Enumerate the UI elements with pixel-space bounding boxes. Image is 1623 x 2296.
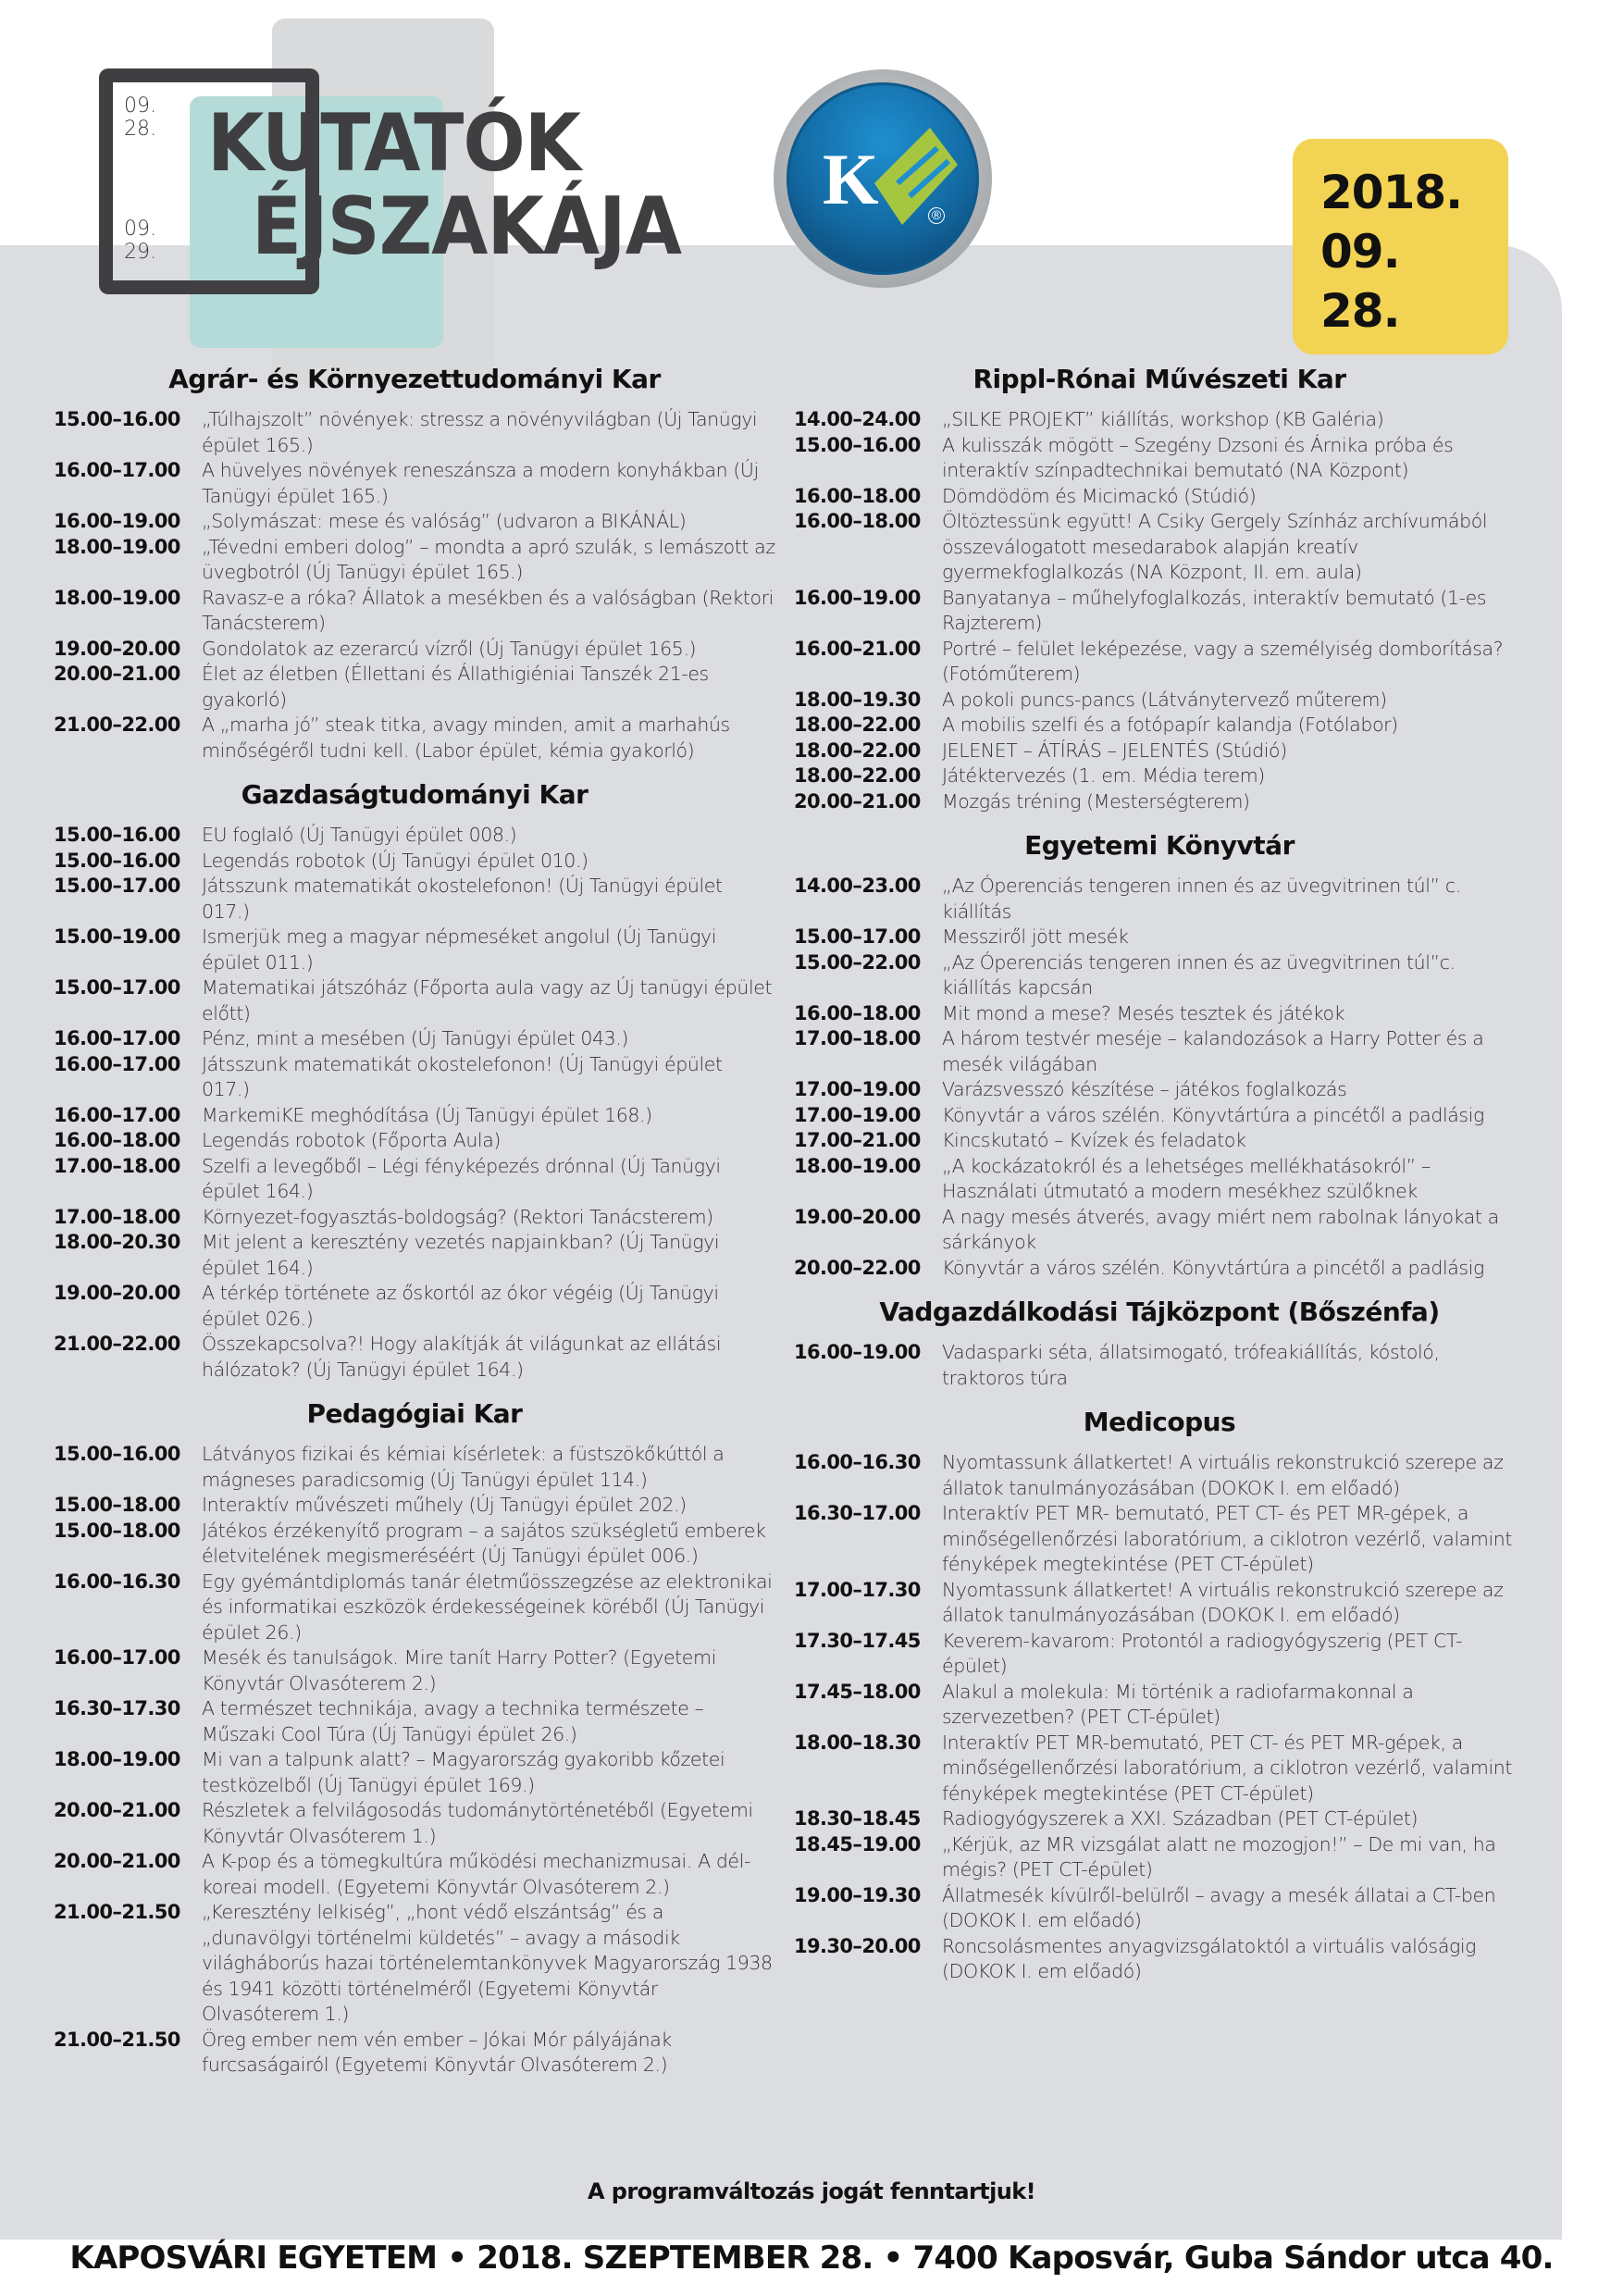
entry-time: 17.00–18.00 <box>54 1154 180 1177</box>
program-entry <box>54 1798 775 1849</box>
entry-description: A mobilis szelfi és a fotópapír kalandja (Fotólabor) <box>942 714 1398 736</box>
entry-time: 17.45–18.00 <box>794 1680 921 1703</box>
entry-time: 21.00–22.00 <box>54 714 180 736</box>
program-section <box>54 361 775 763</box>
program-entry <box>54 1230 775 1281</box>
logo-letter: K <box>823 139 879 219</box>
entry-time: 21.00–21.50 <box>54 1901 180 1923</box>
program-entry <box>794 1680 1525 1731</box>
program-entry <box>54 1645 775 1696</box>
entry-description: Könyvtár a város szélén. Könyvtártúra a pincétől a padlásig <box>942 1256 1484 1279</box>
entry-time: 16.00–17.00 <box>54 1103 180 1126</box>
program-section <box>794 1404 1525 1985</box>
program-entry <box>794 637 1525 688</box>
program-entry <box>54 1154 775 1205</box>
entry-description: Portré – felület leképezése, vagy a személyiség domborítása? (Fotóműterem) <box>942 637 1504 685</box>
entry-description: „Keresztény lelkiség”, „hont védő elszántság” és a „dunavölgyi történelmi küldetés” – avagy a második világháborús hazai történelemtankönyvek Magyarország 1938 és 1941 közötti történelméről (Egyetemi Könyvtár Olvasóterem 1.) <box>202 1901 773 2025</box>
entry-time: 15.00–22.00 <box>794 950 921 974</box>
program-entry <box>54 1103 775 1129</box>
program-entry <box>794 688 1525 714</box>
entry-time: 18.00–22.00 <box>794 738 921 762</box>
entry-time: 16.00–17.00 <box>54 1027 180 1049</box>
entry-time: 19.00–20.00 <box>54 1282 180 1304</box>
entry-description: A nagy mesés átverés, avagy miért nem rabolnak lányokat a sárkányok <box>942 1205 1499 1253</box>
program-section <box>794 361 1525 814</box>
entry-time: 16.00–18.00 <box>794 484 921 507</box>
registered-mark: ® <box>928 207 945 224</box>
small-date-month-1: 09. <box>124 94 156 118</box>
entry-description: Mit mond a mese? Mesés tesztek és játékok <box>942 1001 1345 1024</box>
entry-description: „A kockázatokról és a lehetséges mellékhatásokról” – Használati útmutató a modern mesékhez szülőknek <box>942 1154 1431 1202</box>
program-entry <box>54 1747 775 1798</box>
section-title: Vadgazdálkodási Tájközpont (Bőszénfa) <box>879 1297 1440 1327</box>
entry-description: Szelfi a levegőből – Légi fényképezés drónnal (Új Tanügyi épület 164.) <box>202 1154 721 1202</box>
entry-time: 16.30–17.00 <box>794 1502 921 1524</box>
entry-description: Látványos fizikai és kémiai kísérletek: a füstszökőkúttól a mágneses paradicsomig (Új Tanügyi épület 114.) <box>202 1443 725 1491</box>
entry-description: Könyvtár a város szélén. Könyvtártúra a pincétől a padlásig <box>942 1103 1484 1126</box>
entry-description: Játéktervezés (1. em. Média terem) <box>942 764 1265 787</box>
program-entry <box>54 1205 775 1231</box>
program-entry <box>794 1205 1525 1256</box>
entry-time: 16.00–17.00 <box>54 459 180 481</box>
program-column-right <box>794 361 1525 1998</box>
disclaimer-text: A programváltozás jogát fenntartjuk! <box>588 2178 1035 2204</box>
entry-description: Roncsolásmentes anyagvizsgálatoktól a virtuális valóságig (DOKOK I. em előadó) <box>942 1934 1477 1982</box>
program-entry <box>794 1026 1525 1077</box>
small-date-day-1: 28. <box>124 118 156 141</box>
section-title: Agrár- és Környezettudományi Kar <box>168 364 661 394</box>
entry-description: Ravasz-e a róka? Állatok a mesékben és a valóságban (Rektori Tanácsterem) <box>202 586 774 634</box>
program-entry <box>54 1493 775 1519</box>
program-entry <box>794 407 1525 433</box>
program-entry <box>794 789 1525 815</box>
entry-description: Mit jelent a keresztény vezetés napjainkban? (Új Tanügyi épület 164.) <box>202 1231 720 1279</box>
entry-time: 20.00–21.00 <box>794 789 921 813</box>
entry-description: JELENET – ÁTÍRÁS – JELENTÉS (Stúdió) <box>942 738 1287 762</box>
program-column-left <box>54 361 775 2091</box>
entry-time: 18.00–19.00 <box>54 1748 180 1770</box>
entry-time: 19.00–19.30 <box>794 1883 921 1906</box>
entry-description: MarkemiKE meghódítása (Új Tanügyi épület 168.) <box>202 1103 652 1126</box>
program-entry <box>794 509 1525 586</box>
entry-description: Állatmesék kívülről-belülről – avagy a mesék állatai a CT-ben (DOKOK I. em előadó) <box>942 1883 1496 1931</box>
program-entry <box>54 874 775 925</box>
entry-time: 18.30–18.45 <box>794 1807 921 1830</box>
entry-time: 17.00–19.00 <box>794 1078 921 1100</box>
program-entry <box>54 1442 775 1493</box>
program-entry <box>794 1731 1525 1807</box>
entry-description: Mi van a talpunk alatt? – Magyarország gyakoribb kőzetei testközelből (Új Tanügyi épület 169.) <box>202 1748 725 1796</box>
entry-description: Messziről jött mesék <box>942 925 1129 948</box>
program-section <box>54 776 775 1383</box>
entry-time: 21.00–21.50 <box>54 2028 180 2051</box>
entry-time: 18.00–19.00 <box>54 586 180 609</box>
program-entry <box>54 1849 775 1900</box>
entry-time: 18.00–19.30 <box>794 688 921 711</box>
program-entry <box>794 1629 1525 1680</box>
program-entry <box>794 1501 1525 1578</box>
entry-description: Vadasparki séta, állatsimogató, trófeakiállítás, kóstoló, traktoros túra <box>942 1341 1440 1389</box>
entry-description: Radiogyógyszerek a XXI. Században (PET CT-épület) <box>942 1807 1419 1830</box>
program-entry <box>54 823 775 849</box>
entry-time: 18.00–22.00 <box>794 714 921 736</box>
entry-time: 17.30–17.45 <box>794 1629 921 1652</box>
program-entry <box>54 925 775 975</box>
program-entry <box>794 950 1525 1001</box>
entry-time: 16.00–17.00 <box>54 1646 180 1669</box>
entry-time: 18.00–19.00 <box>794 1154 921 1177</box>
program-entry <box>54 1052 775 1103</box>
program-entry <box>794 1832 1525 1883</box>
entry-description: A természet technikája, avagy a technika természete – Műszaki Cool Túra (Új Tanügyi épület 26.) <box>202 1697 704 1745</box>
entry-time: 14.00–24.00 <box>794 408 921 430</box>
small-date-month-2: 09. <box>124 217 156 241</box>
program-entry <box>54 407 775 458</box>
program-entry <box>794 1883 1525 1934</box>
entry-time: 18.00–19.00 <box>54 535 180 558</box>
program-entry <box>54 586 775 637</box>
program-entry <box>794 1578 1525 1629</box>
entry-description: Játsszunk matematikát okostelefonon! (Új Tanügyi épület 017.) <box>202 875 723 923</box>
section-title: Gazdaságtudományi Kar <box>241 779 588 810</box>
program-entry <box>54 1519 775 1570</box>
event-title-line-1: KUTATÓK <box>207 97 581 190</box>
entry-description: Nyomtassunk állatkertet! A virtuális rekonstrukció szerepe az állatok tanulmányozásában (DOKOK I. em előadó) <box>942 1451 1504 1499</box>
entry-time: 15.00–17.00 <box>794 925 921 948</box>
entry-description: „Solymászat: mese és valóság” (udvaron a BIKÁNÁL) <box>202 510 687 532</box>
section-title: Rippl-Rónai Művészeti Kar <box>973 364 1346 394</box>
entry-time: 20.00–21.00 <box>54 663 180 685</box>
entry-description: Varázsvesszó készítése – játékos foglalkozás <box>942 1078 1347 1100</box>
program-entry <box>794 586 1525 637</box>
entry-time: 16.00–16.30 <box>794 1451 921 1473</box>
entry-time: 15.00–16.00 <box>54 849 180 872</box>
entry-time: 15.00–16.00 <box>794 433 921 456</box>
entry-description: Kincskutató – Kvízek és feladatok <box>942 1129 1246 1151</box>
program-entry <box>794 1077 1525 1103</box>
entry-time: 15.00–16.00 <box>54 824 180 846</box>
program-entry <box>794 1154 1525 1205</box>
entry-time: 15.00–16.00 <box>54 1443 180 1465</box>
program-entry <box>54 1900 775 2028</box>
entry-time: 15.00–19.00 <box>54 925 180 948</box>
entry-time: 19.00–20.00 <box>794 1205 921 1228</box>
entry-time: 15.00–18.00 <box>54 1519 180 1542</box>
program-entry <box>794 763 1525 789</box>
entry-time: 18.00–18.30 <box>794 1731 921 1754</box>
entry-description: A térkép története az őskortól az ókor végéig (Új Tanügyi épület 026.) <box>202 1282 719 1330</box>
university-logo <box>774 69 992 288</box>
entry-description: Részletek a felvilágosodás tudománytörténetéből (Egyetemi Könyvtár Olvasóterem 1.) <box>202 1799 753 1847</box>
entry-time: 16.00–19.00 <box>794 1341 921 1363</box>
entry-description: Gondolatok az ezerarcú vízről (Új Tanügyi épület 165.) <box>202 637 697 660</box>
entry-time: 17.00–21.00 <box>794 1129 921 1151</box>
entry-description: A három testvér meséje – kalandozások a Harry Potter és a mesék világában <box>942 1027 1484 1075</box>
program-entry <box>794 874 1525 925</box>
footer-address: KAPOSVÁRI EGYETEM • 2018. SZEPTEMBER 28. • 7400 Kaposvár, Guba Sándor utca 40. <box>69 2240 1554 2277</box>
program-entry <box>794 925 1525 950</box>
program-entry <box>794 1806 1525 1832</box>
entry-time: 17.00–19.00 <box>794 1103 921 1126</box>
entry-time: 18.00–22.00 <box>794 764 921 787</box>
entry-time: 15.00–17.00 <box>54 976 180 999</box>
entry-description: A „marha jó” steak titka, avagy minden, amit a marhahús minőségéről tudni kell. (Labor épület, kémia gyakorló) <box>202 714 730 762</box>
entry-description: A pokoli puncs-pancs (Látványtervező műterem) <box>942 688 1387 711</box>
entry-description: Matematikai játszóház (Főporta aula vagy az Új tanügyi épület előtt) <box>202 976 773 1024</box>
entry-description: Interaktív művészeti műhely (Új Tanügyi épület 202.) <box>202 1494 687 1516</box>
entry-description: Interaktív PET MR-bemutató, PET CT- és PET MR-gépek, a minőségellenőrzési laboratórium, a ciklotron vezérlő, valamint fényképek megtekintése (PET CT-épület) <box>942 1731 1513 1805</box>
entry-time: 17.00–17.30 <box>794 1578 921 1601</box>
entry-time: 17.00–18.00 <box>54 1205 180 1228</box>
entry-description: „Kérjük, az MR vizsgálat alatt ne mozogjon!” – De mi van, ha mégis? (PET CT-épület) <box>942 1832 1496 1880</box>
entry-time: 15.00–18.00 <box>54 1494 180 1516</box>
entry-description: Dömdödöm és Micimackó (Stúdió) <box>942 484 1257 507</box>
program-entry <box>54 1128 775 1154</box>
entry-description: Öreg ember nem vén ember – Jókai Mór pályájának furcsaságairól (Egyetemi Könyvtár Olvasóterem 2.) <box>202 2028 672 2076</box>
entry-description: Játékos érzékenyítő program – a sajátos szükségletű emberek életvitelének megismeréséért (Új Tanügyi épület 006.) <box>202 1519 766 1567</box>
program-entry <box>794 1340 1525 1391</box>
entry-description: A K-pop és a tömegkultúra működési mechanizmusai. A dél-koreai modell. (Egyetemi Könyvtár Olvasóterem 2.) <box>202 1850 750 1898</box>
section-title: Medicopus <box>1083 1407 1236 1437</box>
program-entry <box>54 849 775 875</box>
program-entry <box>54 975 775 1026</box>
program-entry <box>794 1103 1525 1129</box>
entry-description: Banyatanya – műhelyfoglalkozás, interaktív bemutató (1-es Rajzterem) <box>942 586 1487 634</box>
entry-time: 16.00–21.00 <box>794 637 921 660</box>
entry-time: 15.00–17.00 <box>54 875 180 897</box>
program-entry <box>54 509 775 535</box>
program-entry <box>54 2028 775 2079</box>
entry-time: 16.00–19.00 <box>54 510 180 532</box>
date-badge-day: 28. <box>1320 284 1400 338</box>
program-entry <box>54 713 775 763</box>
entry-description: „Túlhajszolt” növények: stressz a növényvilágban (Új Tanügyi épület 165.) <box>202 408 758 456</box>
program-entry <box>794 713 1525 738</box>
section-title: Pedagógiai Kar <box>306 1398 523 1429</box>
program-section <box>54 1396 775 2079</box>
entry-time: 16.00–16.30 <box>54 1570 180 1593</box>
program-entry <box>794 1256 1525 1282</box>
date-badge-month: 09. <box>1320 225 1400 279</box>
entry-description: Mesék és tanulságok. Mire tanít Harry Potter? (Egyetemi Könyvtár Olvasóterem 2.) <box>202 1646 716 1694</box>
program-entry <box>54 637 775 663</box>
entry-description: Játsszunk matematikát okostelefonon! (Új Tanügyi épület 017.) <box>202 1052 723 1100</box>
entry-description: „Tévedni emberi dolog” – mondta a apró szulák, s lemászott az üvegbotról (Új Tanügyi épület 165.) <box>202 535 775 583</box>
program-section <box>794 1294 1525 1391</box>
entry-description: Legendás robotok (Új Tanügyi épület 010.) <box>202 849 588 872</box>
entry-time: 20.00–21.00 <box>54 1850 180 1872</box>
program-entry <box>54 458 775 509</box>
entry-description: „Az Óperenciás tengeren innen és az üvegvitrinen túl” c. kiállítás <box>942 875 1461 923</box>
entry-time: 15.00–16.00 <box>54 408 180 430</box>
entry-time: 14.00–23.00 <box>794 875 921 897</box>
entry-description: „Az Óperenciás tengeren innen és az üvegvitrinen túl”c. kiállítás kapcsán <box>942 950 1456 999</box>
entry-description: Ismerjük meg a magyar népmeséket angolul (Új Tanügyi épület 011.) <box>202 925 717 974</box>
entry-time: 20.00–21.00 <box>54 1799 180 1821</box>
event-title-line-2: ÉJSZAKÁJA <box>252 180 682 273</box>
entry-time: 16.00–18.00 <box>54 1129 180 1151</box>
entry-description: A kulisszák mögött – Szegény Dzsoni és Árnika próba és interaktív színpadtechnikai bemutató (NA Központ) <box>942 433 1454 481</box>
entry-description: Környezet-fogyasztás-boldogság? (Rektori Tanácsterem) <box>202 1205 713 1228</box>
entry-description: Összekapcsolva?! Hogy alakítják át világunkat az ellátási hálózatok? (Új Tanügyi épület 164.) <box>202 1333 722 1381</box>
program-entry <box>54 662 775 713</box>
program-entry <box>54 1570 775 1646</box>
entry-description: „SILKE PROJEKT” kiállítás, workshop (KB Galéria) <box>942 408 1384 430</box>
entry-description: Nyomtassunk állatkertet! A virtuális rekonstrukció szerepe az állatok tanulmányozásában (DOKOK I. em előadó) <box>942 1578 1504 1626</box>
leaf-icon <box>865 128 967 230</box>
entry-time: 16.00–18.00 <box>794 1001 921 1024</box>
entry-time: 16.00–17.00 <box>54 1052 180 1075</box>
program-entry <box>54 1332 775 1383</box>
small-date-day-2: 29. <box>124 241 156 264</box>
entry-time: 17.00–18.00 <box>794 1027 921 1049</box>
entry-description: Egy gyémántdiplomás tanár életműösszegzése az elektronikai és informatikai eszközök érdekességeinek köréből (Új Tanügyi épület 26.) <box>202 1570 773 1644</box>
section-title: Egyetemi Könyvtár <box>1024 830 1295 861</box>
entry-time: 16.30–17.30 <box>54 1697 180 1719</box>
entry-description: Öltöztessünk együtt! A Csiky Gergely Színház archívumából összeválogatott mesedarabok alapján kreatív gyermekfoglalkozás (NA Központ, II. em. aula) <box>942 510 1488 583</box>
entry-time: 16.00–18.00 <box>794 510 921 532</box>
entry-description: A hüvelyes növények reneszánsza a modern konyhákban (Új Tanügyi épület 165.) <box>202 459 759 507</box>
entry-time: 18.00–20.30 <box>54 1231 180 1253</box>
entry-description: Élet az életben (Éllettani és Állathigiéniai Tanszék 21-es gyakorló) <box>202 663 709 711</box>
entry-description: Interaktív PET MR- bemutató, PET CT- és PET MR-gépek, a minőségellenőrzési laboratórium, a ciklotron vezérlő, valamint fényképek megtekintése (PET CT-épület) <box>942 1502 1513 1575</box>
entry-description: EU foglaló (Új Tanügyi épület 008.) <box>202 824 517 846</box>
entry-time: 19.30–20.00 <box>794 1934 921 1957</box>
entry-description: Mozgás tréning (Mesterségterem) <box>942 789 1250 813</box>
program-entry <box>794 738 1525 764</box>
entry-description: Keverem-kavarom: Protontól a radiogyógyszerig (PET CT-épület) <box>942 1629 1463 1677</box>
program-entry <box>794 1128 1525 1154</box>
program-entry <box>54 1696 775 1747</box>
date-badge <box>1293 139 1508 354</box>
entry-description: Pénz, mint a mesében (Új Tanügyi épület 043.) <box>202 1027 628 1049</box>
program-entry <box>54 1026 775 1052</box>
program-entry <box>54 1281 775 1332</box>
entry-time: 19.00–20.00 <box>54 637 180 660</box>
program-entry <box>794 1001 1525 1027</box>
program-entry <box>794 433 1525 484</box>
program-section <box>794 827 1525 1281</box>
entry-description: Legendás robotok (Főporta Aula) <box>202 1129 501 1151</box>
program-entry <box>794 1934 1525 1985</box>
logo-disc <box>787 82 979 275</box>
program-entry <box>54 535 775 586</box>
entry-time: 21.00–22.00 <box>54 1333 180 1355</box>
entry-time: 16.00–19.00 <box>794 586 921 609</box>
program-entry <box>794 484 1525 510</box>
date-badge-year: 2018. <box>1320 166 1463 219</box>
program-entry <box>794 1450 1525 1501</box>
entry-time: 18.45–19.00 <box>794 1832 921 1855</box>
entry-description: Alakul a molekula: Mi történik a radiofarmakonnal a szervezetben? (PET CT-épület) <box>942 1680 1414 1728</box>
entry-time: 20.00–22.00 <box>794 1256 921 1279</box>
